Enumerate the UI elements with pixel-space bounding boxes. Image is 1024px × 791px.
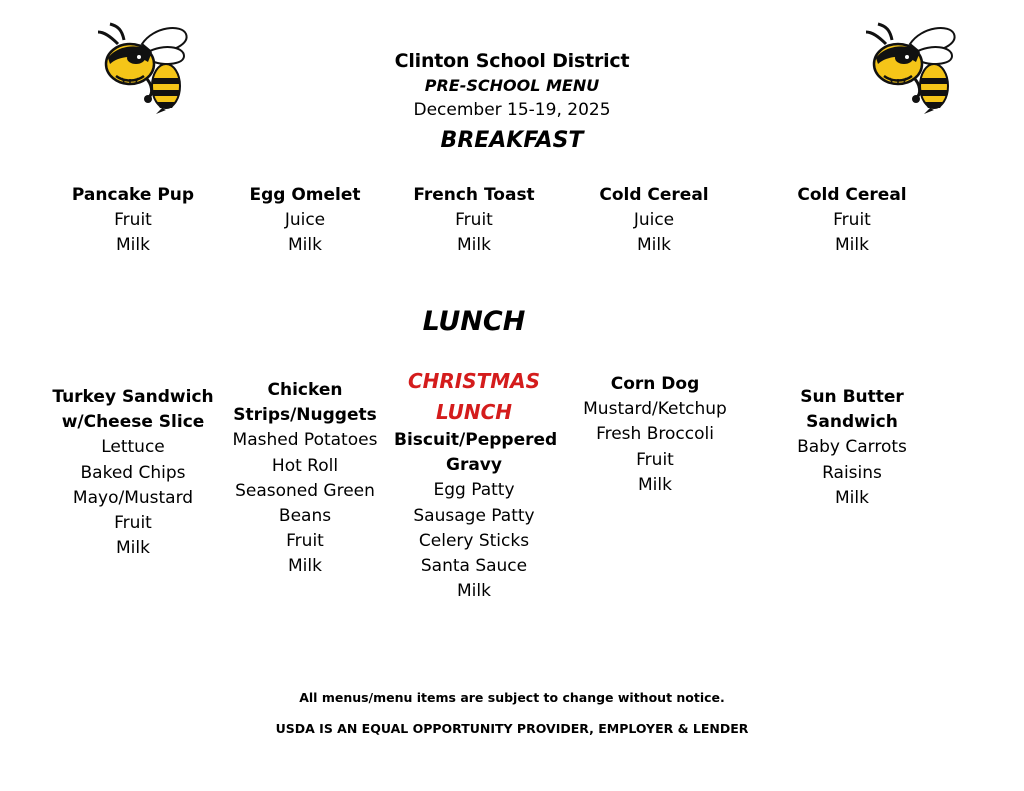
bee-icon [96, 22, 192, 116]
change-notice: All menus/menu items are subject to change without notice. [299, 690, 725, 705]
lunch-item: Mashed Potatoes [232, 430, 378, 451]
breakfast-main: Cold Cereal [599, 185, 709, 205]
lunch-item: Milk [116, 538, 150, 559]
lunch-day-3 [394, 366, 558, 604]
lunch-item: Raisins [822, 462, 882, 483]
lunch-item: Celery Sticks [418, 530, 530, 551]
lunch-day-2 [225, 378, 385, 580]
bee-icon [864, 22, 960, 116]
lunch-title: LUNCH [422, 306, 526, 337]
usda-statement: USDA IS AN EQUAL OPPORTUNITY PROVIDER, EMPLOYER & LENDER [275, 721, 749, 736]
breakfast-main: Egg Omelet [249, 185, 361, 205]
lunch-item: Mustard/Ketchup [583, 399, 727, 420]
breakfast-item: Fruit [114, 210, 152, 231]
lunch-item: Fruit [114, 513, 152, 534]
breakfast-item: Juice [284, 210, 326, 231]
menu-header [312, 48, 712, 123]
breakfast-item: Fruit [833, 210, 871, 231]
lunch-day-4 [570, 372, 740, 498]
breakfast-item: Milk [835, 235, 869, 256]
lunch-item: Mayo/Mustard [72, 487, 194, 508]
yellow-jacket-mascot-left [96, 22, 192, 116]
lunch-item: Milk [835, 487, 869, 508]
lunch-main: Biscuit/Peppered [394, 430, 558, 450]
breakfast-item: Fruit [455, 210, 493, 231]
breakfast-item: Milk [116, 235, 150, 256]
lunch-main: Sun Butter Sandwich [800, 387, 904, 433]
lunch-main: Corn Dog [610, 374, 700, 394]
lunch-item: Milk [638, 474, 672, 495]
breakfast-day-2 [225, 183, 385, 259]
breakfast-item: Milk [457, 235, 491, 256]
special-lunch-label: CHRISTMAS [407, 369, 541, 393]
breakfast-title: BREAKFAST [440, 128, 584, 153]
breakfast-main: French Toast [413, 185, 535, 205]
breakfast-item: Milk [288, 235, 322, 256]
lunch-day-5 [752, 385, 952, 511]
breakfast-day-4 [574, 183, 734, 259]
district-name: Clinton School District [394, 50, 630, 72]
menu-name: PRE-SCHOOL MENU [424, 76, 600, 95]
lunch-item: Fruit [636, 449, 674, 470]
special-lunch-label: LUNCH [435, 400, 513, 424]
lunch-main: Turkey Sandwich [52, 387, 214, 407]
lunch-main: Strips/Nuggets [233, 405, 377, 426]
menu-dates: December 15-19, 2025 [413, 100, 611, 120]
lunch-item: Baby Carrots [797, 437, 907, 458]
breakfast-day-5 [762, 183, 942, 259]
lunch-item: Fresh Broccoli [596, 424, 714, 445]
lunch-main: w/Cheese Slice [61, 412, 205, 433]
lunch-item: Sausage Patty [413, 505, 535, 526]
lunch-item: Egg Patty [433, 480, 515, 501]
lunch-item: Santa Sauce [420, 556, 528, 577]
lunch-item: Milk [288, 556, 322, 577]
breakfast-main: Pancake Pup [71, 185, 195, 205]
lunch-day-1 [48, 385, 218, 561]
breakfast-main: Cold Cereal [797, 185, 907, 205]
lunch-item: Lettuce [101, 437, 165, 458]
lunch-item: Baked Chips [80, 462, 186, 483]
breakfast-day-1 [53, 183, 213, 259]
breakfast-item: Juice [633, 210, 675, 231]
lunch-item: Hot Roll [271, 455, 339, 476]
lunch-item: Fruit [286, 531, 324, 552]
lunch-main: Gravy [446, 455, 502, 476]
lunch-item: Seasoned Green [235, 480, 375, 501]
lunch-item: Milk [457, 581, 491, 602]
lunch-item: Beans [278, 506, 332, 527]
breakfast-item: Milk [637, 235, 671, 256]
yellow-jacket-mascot-right [864, 22, 960, 116]
breakfast-day-3 [394, 183, 554, 259]
lunch-main: Chicken [267, 380, 343, 400]
